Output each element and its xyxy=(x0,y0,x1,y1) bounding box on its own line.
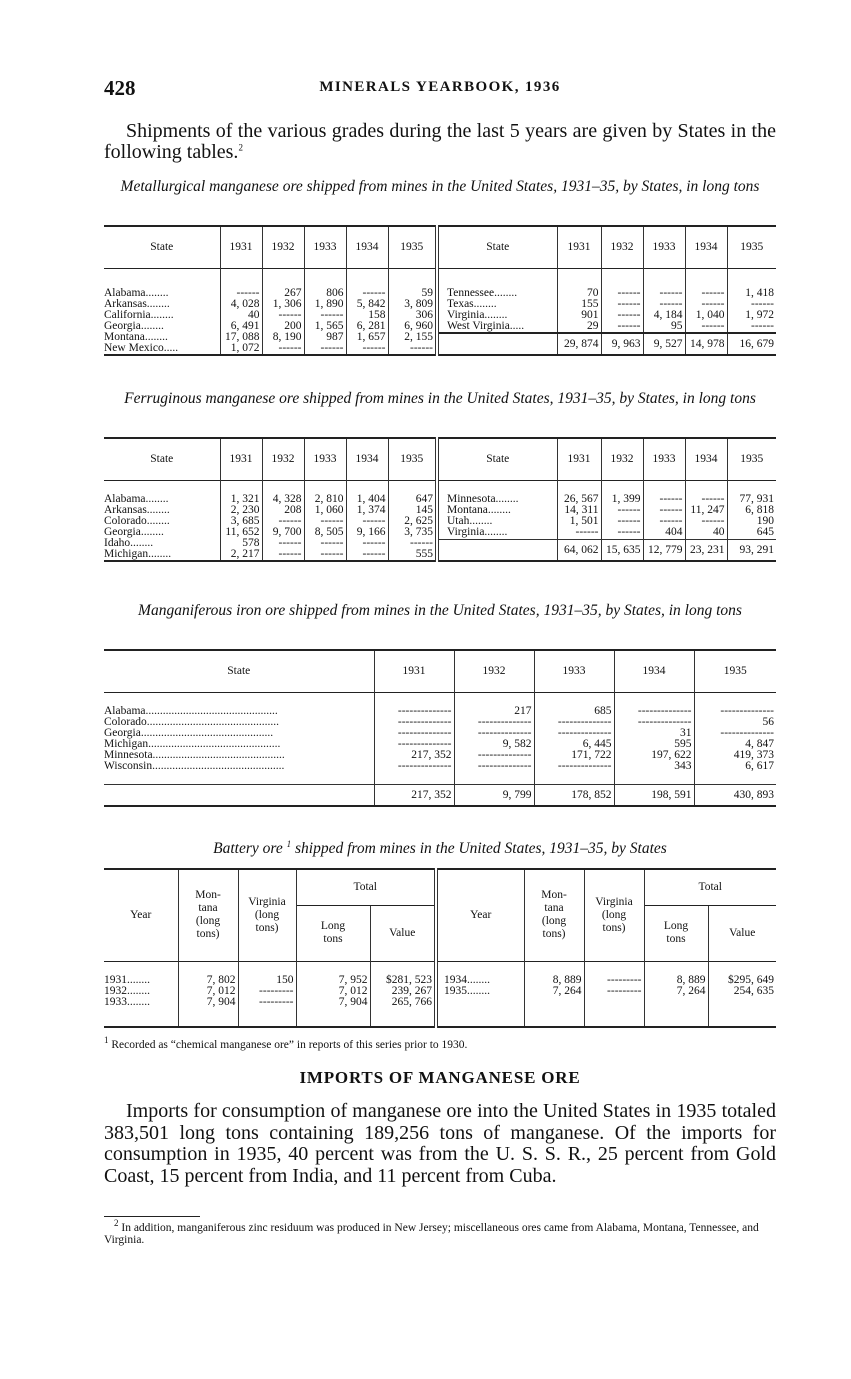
header-1934: 1934 xyxy=(346,226,388,268)
header-long-tons: Long tons xyxy=(296,905,370,961)
header-1935: 1935 xyxy=(740,452,764,465)
column-1932: ------ ------ ------ ------ xyxy=(601,288,643,333)
header-1931: 1931 xyxy=(557,438,601,480)
column-1931: 70 155 901 29 xyxy=(557,288,601,333)
total-1934: 23, 231 xyxy=(685,539,727,561)
header-state: State xyxy=(104,438,220,480)
column-1933: 685 -------------- -------------- 6, 445 171, 722 -------------- xyxy=(534,706,614,784)
header-1935: 1935 xyxy=(388,438,437,480)
header-value: Value xyxy=(729,926,756,939)
column-long-tons: 8, 889 7, 264 xyxy=(644,975,708,1027)
state-list: Alabama........ Arkansas........ Colorado........ Georgia........ Idaho........ Michigan........ xyxy=(104,494,220,561)
column-1931: -------------- -------------- -------------- -------------- 217, 352 -------------- xyxy=(374,706,454,784)
column-montana: 7, 802 7, 012 7, 904 xyxy=(178,975,238,1027)
column-1935: 647 145 2, 625 3, 735 ------ 555 xyxy=(388,494,437,561)
total-1931: 29, 874 xyxy=(557,333,601,355)
total-1933: 178, 852 xyxy=(534,784,614,806)
column-1933: 806 1, 890 ------ 1, 565 987 ------ xyxy=(304,288,346,355)
column-1932: 1, 399 ------ ------ ------ xyxy=(601,494,643,539)
header-1932: 1932 xyxy=(601,226,643,268)
header-state: State xyxy=(104,226,220,268)
footnote-divider xyxy=(104,1216,200,1217)
column-1932: 4, 328 208 ------ 9, 700 ------ ------ xyxy=(262,494,304,561)
header-1932: 1932 xyxy=(262,438,304,480)
footnote-mark: 1 xyxy=(104,1035,109,1046)
page-number: 428 xyxy=(104,76,136,100)
metallurgical-caption: Metallurgical manganese ore shipped from mines in the United States, 1931–35, by States, in long tons xyxy=(120,178,760,195)
column-1934: ------ 5, 842 158 6, 281 1, 657 ------ xyxy=(346,288,388,355)
header-1932: 1932 xyxy=(262,226,304,268)
total-1934: 14, 978 xyxy=(685,333,727,355)
running-title: MINERALS YEARBOOK, 1936 xyxy=(319,79,561,95)
total-1933: 9, 527 xyxy=(643,333,685,355)
column-1934: 1, 404 1, 374 ------ 9, 166 ------ ------ xyxy=(346,494,388,561)
metallurgical-table xyxy=(104,225,776,356)
column-1935: 77, 931 6, 818 190 645 xyxy=(739,493,774,538)
header-virginia: Virginia (long tons) xyxy=(238,869,296,961)
intro-text: Shipments of the various grades during the last 5 years are given by States in the following tables. xyxy=(104,120,776,163)
total-1934: 198, 591 xyxy=(614,784,694,806)
total-1935: 93, 291 xyxy=(727,539,776,561)
battery-table xyxy=(104,868,776,1028)
intro-paragraph xyxy=(104,121,776,163)
column-1935: 1, 418 ------ 1, 972 ------ xyxy=(745,287,774,332)
footnote-mark: 2 xyxy=(114,1218,119,1229)
header-montana: Mon- tana (long tons) xyxy=(178,869,238,961)
state-list: Alabama........ Arkansas........ California........ Georgia........ Montana........ New Mexico..... xyxy=(104,288,220,355)
column-1932: 267 1, 306 ------ 200 8, 190 ------ xyxy=(262,288,304,355)
column-1931: 26, 567 14, 311 1, 501 ------ xyxy=(557,494,601,539)
header-1931: 1931 xyxy=(374,650,454,692)
battery-caption xyxy=(104,840,776,858)
header-1933: 1933 xyxy=(643,438,685,480)
header-state: State xyxy=(437,226,557,268)
header-1934: 1934 xyxy=(614,650,694,692)
year-list: 1931........ 1932........ 1933........ xyxy=(104,975,178,1027)
header-1932: 1932 xyxy=(454,650,534,692)
header-1932: 1932 xyxy=(601,438,643,480)
column-montana: 8, 889 7, 264 xyxy=(524,975,584,1027)
manganiferous-table xyxy=(104,649,776,807)
footnote-2 xyxy=(104,1218,776,1246)
column-1934: ------ ------ 1, 040 ------ xyxy=(685,288,727,333)
total-1932: 9, 799 xyxy=(454,784,534,806)
header-total: Total xyxy=(296,869,436,905)
column-1935: 59 3, 809 306 6, 960 2, 155 ------ xyxy=(388,288,437,355)
state-list: Minnesota........ Montana........ Utah........ Virginia........ xyxy=(437,494,557,539)
column-value: $281, 523 239, 267 265, 766 xyxy=(370,975,436,1027)
column-virginia: 150 --------- --------- xyxy=(238,975,296,1027)
header-year: Year xyxy=(436,869,524,961)
header-virginia: Virginia (long tons) xyxy=(584,869,644,961)
column-1931: 1, 321 2, 230 3, 685 11, 652 578 2, 217 xyxy=(220,494,262,561)
column-1933: ------ ------ 4, 184 95 xyxy=(643,288,685,333)
column-1934: ------ 11, 247 ------ 40 xyxy=(685,494,727,539)
footnote-ref-2: 2 xyxy=(238,142,243,153)
footnote-text: In addition, manganiferous zinc residuum was produced in New Jersey; miscellaneous ores came from Alabama, Montana, Tennessee, and Virginia. xyxy=(104,1222,759,1246)
header-1931: 1931 xyxy=(220,438,262,480)
header-1935: 1935 xyxy=(388,226,437,268)
header-1933: 1933 xyxy=(534,650,614,692)
footnote-ref-1: 1 xyxy=(286,838,292,849)
total-1931: 217, 352 xyxy=(374,784,454,806)
footnote-1 xyxy=(104,1035,776,1051)
header-1935: 1935 xyxy=(740,240,764,253)
column-1935: -------------- 56 -------------- 4, 847 419, 373 6, 617 xyxy=(720,706,774,772)
total-1932: 9, 963 xyxy=(601,333,643,355)
header-state: State xyxy=(437,438,557,480)
header-1934: 1934 xyxy=(346,438,388,480)
year-list: 1934........ 1935........ xyxy=(436,975,524,1027)
state-list: Alabama.............................................. Colorado.............................................. Georgia.............................................. Michigan.............................................. Minnesota.............................................. Wisconsin.............................................. xyxy=(104,706,374,784)
header-1931: 1931 xyxy=(220,226,262,268)
column-1933: ------ ------ ------ 404 xyxy=(643,494,685,539)
battery-caption-rest: shipped from mines in the United States, 1931–35, by States xyxy=(295,840,667,857)
column-1932: 217 -------------- -------------- 9, 582 -------------- -------------- xyxy=(454,706,534,784)
header-total: Total xyxy=(644,869,776,905)
header-long-tons: Long tons xyxy=(644,905,708,961)
header-montana: Mon- tana (long tons) xyxy=(524,869,584,961)
header-value: Value xyxy=(370,905,436,961)
header-1933: 1933 xyxy=(304,226,346,268)
header-1935: 1935 xyxy=(723,664,747,677)
header-1933: 1933 xyxy=(304,438,346,480)
header-state: State xyxy=(104,650,374,692)
header-1933: 1933 xyxy=(643,226,685,268)
header-year: Year xyxy=(104,869,178,961)
footnote-text: Recorded as “chemical manganese ore” in reports of this series prior to 1930. xyxy=(111,1039,468,1051)
ferruginous-caption: Ferruginous manganese ore shipped from mines in the United States, 1931–35, by States, in long tons xyxy=(124,390,756,407)
column-1933: 2, 810 1, 060 ------ 8, 505 ------ ------ xyxy=(304,494,346,561)
header-1934: 1934 xyxy=(685,438,727,480)
total-1931: 64, 062 xyxy=(557,539,601,561)
imports-paragraph: Imports for consumption of manganese ore into the United States in 1935 totaled 383,501 long tons containing 189,256 tons of manganese. Of the imports for consumption in 1935, 40 percent was from the U. S. S. R., 25 percent from Gold Coast, 15 percent from India, and 11 percent from Cuba. xyxy=(104,1100,776,1187)
manganiferous-caption: Manganiferous iron ore shipped from mines in the United States, 1931–35, by States, in long tons xyxy=(138,602,742,619)
column-1934: -------------- -------------- 31 595 197, 622 343 xyxy=(614,706,694,784)
column-1931: ------ 4, 028 40 6, 491 17, 088 1, 072 xyxy=(220,288,262,355)
page-header xyxy=(104,76,776,100)
column-virginia: --------- --------- xyxy=(584,975,644,1027)
column-long-tons: 7, 952 7, 012 7, 904 xyxy=(296,975,370,1027)
ferruginous-table xyxy=(104,437,776,562)
total-1932: 15, 635 xyxy=(601,539,643,561)
total-1935: 430, 893 xyxy=(694,784,776,806)
header-1931: 1931 xyxy=(557,226,601,268)
header-1934: 1934 xyxy=(685,226,727,268)
section-heading: IMPORTS OF MANGANESE ORE xyxy=(299,1068,581,1087)
battery-caption-start: Battery ore xyxy=(213,840,283,857)
state-list: Tennessee........ Texas........ Virginia........ West Virginia..... xyxy=(437,288,557,333)
column-value: $295, 649 254, 635 xyxy=(728,974,774,997)
total-1933: 12, 779 xyxy=(643,539,685,561)
total-1935: 16, 679 xyxy=(727,333,776,355)
